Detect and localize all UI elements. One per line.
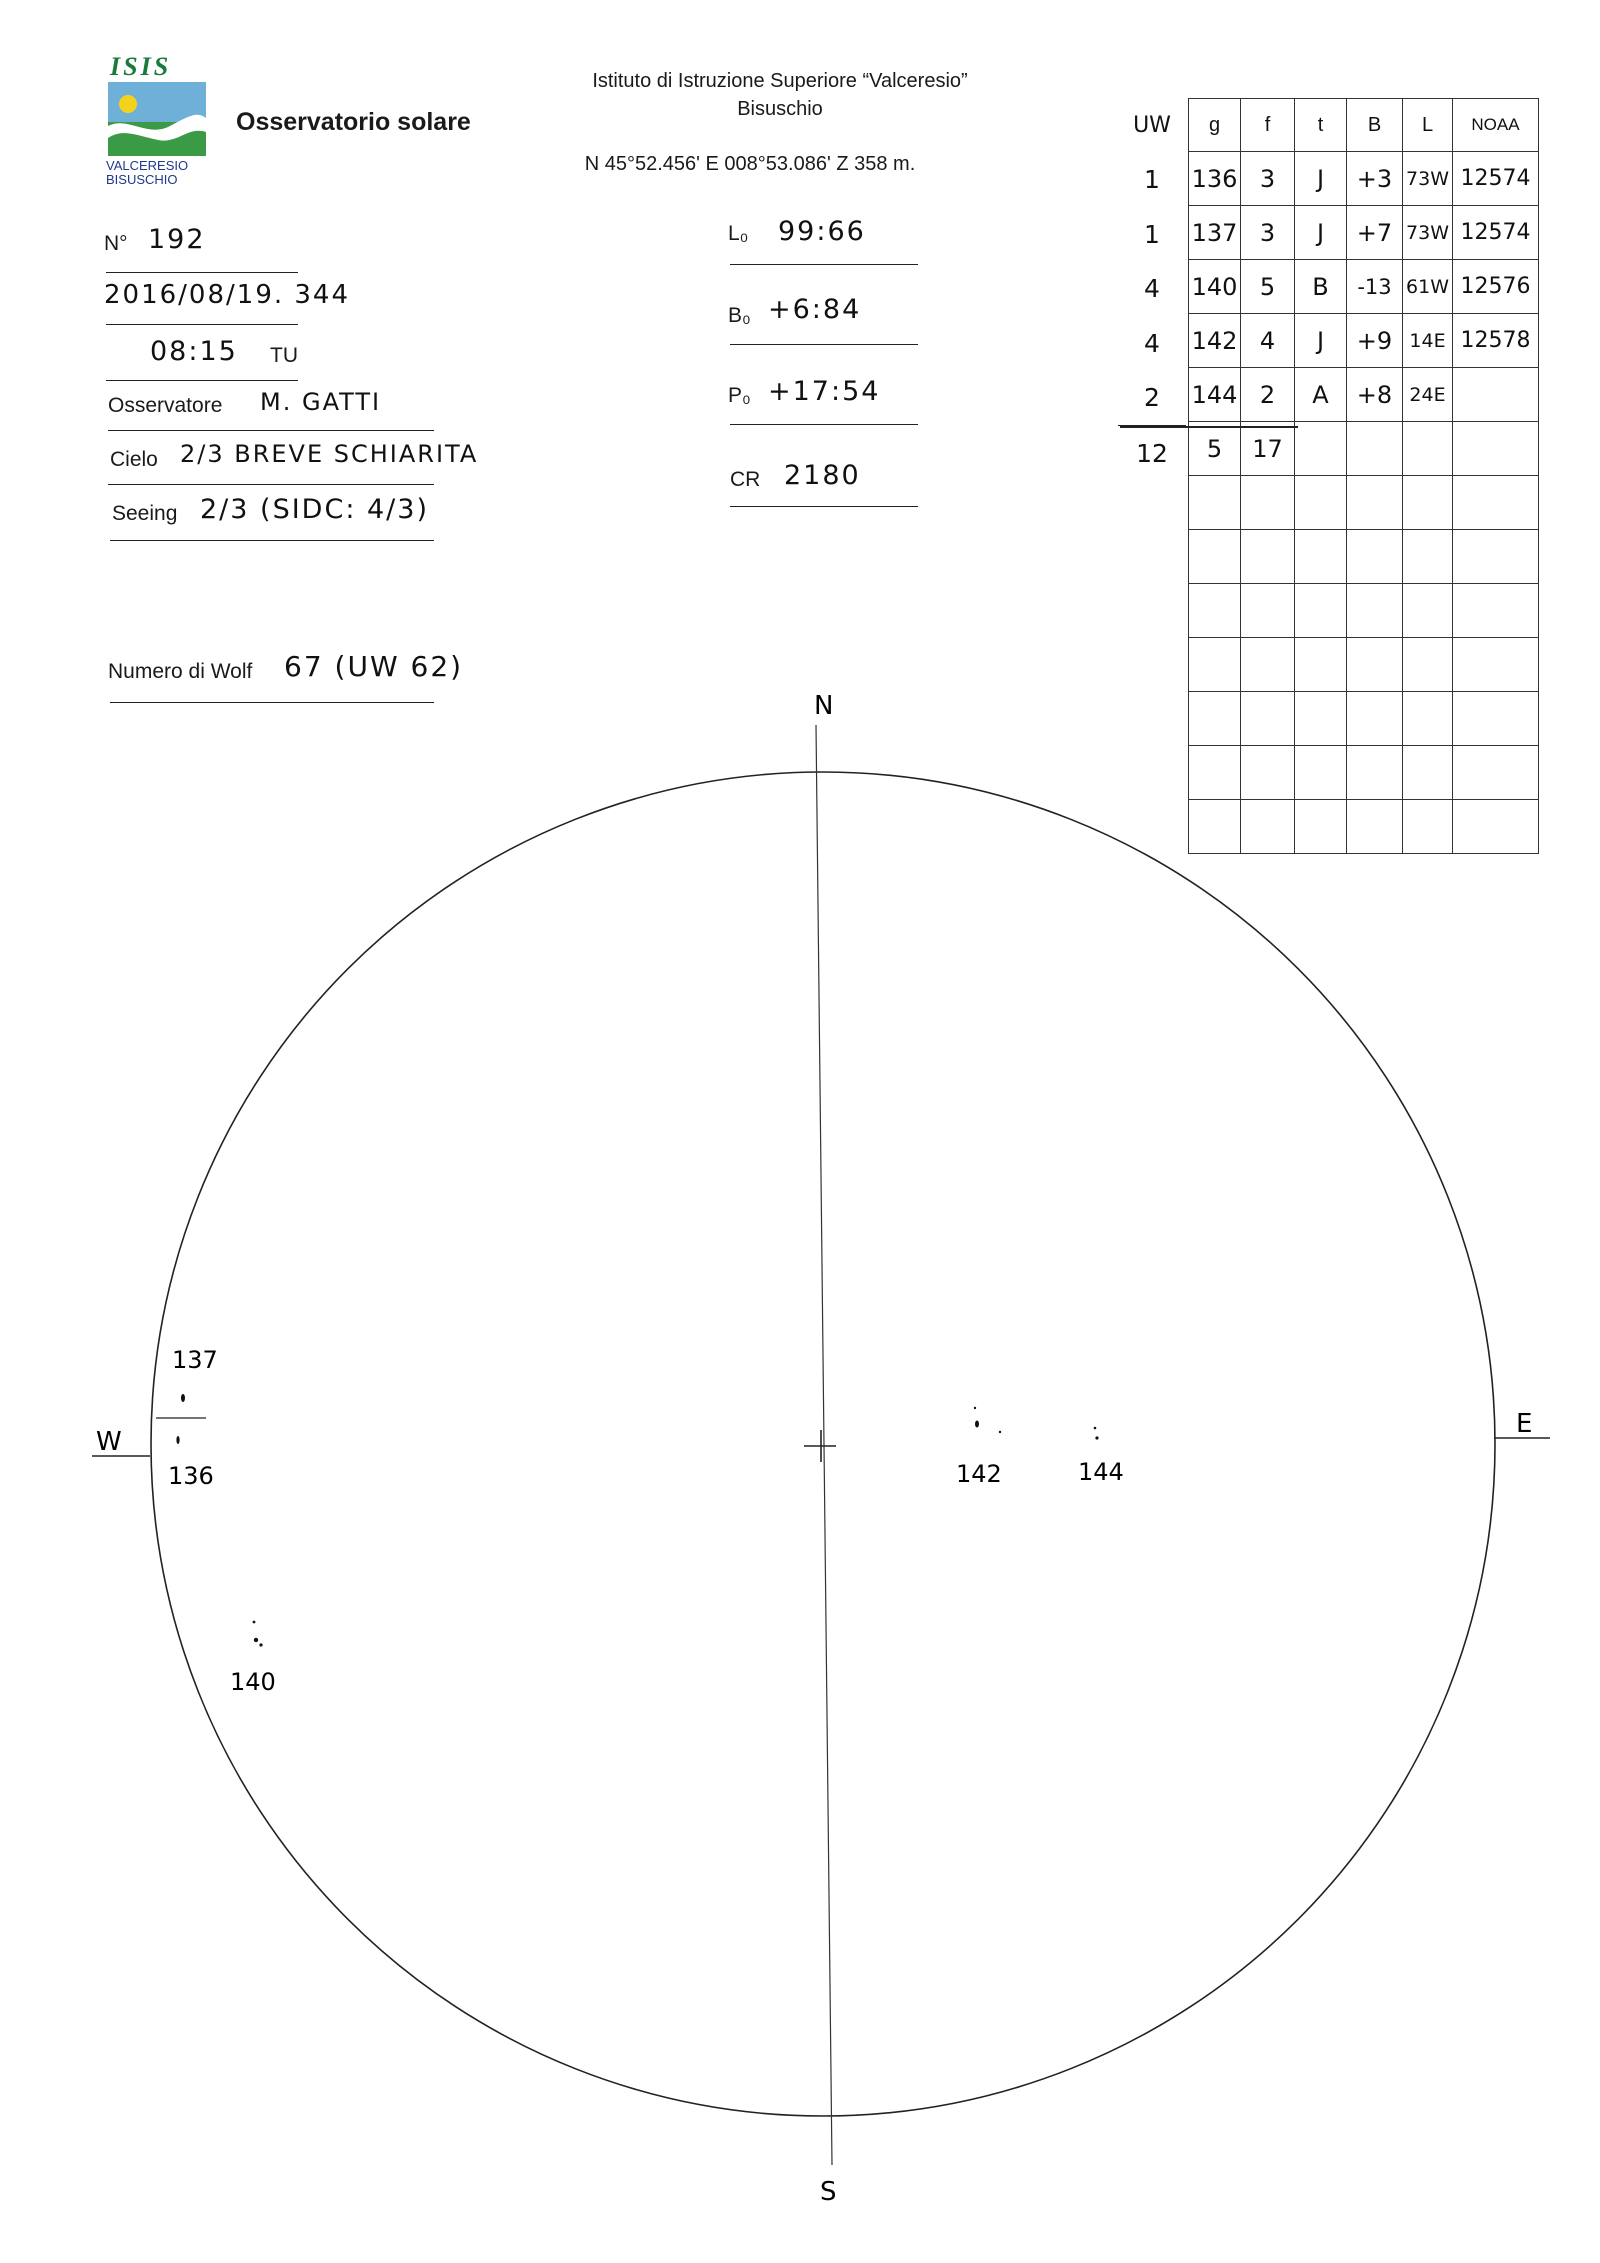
cell-l: 73W: [1403, 206, 1453, 260]
cell-l: 61W: [1403, 260, 1453, 314]
sunspot: [259, 1643, 262, 1646]
cr-label: CR: [730, 468, 761, 491]
l0-label: L₀: [728, 222, 749, 245]
time-unit: TU: [270, 344, 298, 367]
p0-label: P₀: [728, 384, 751, 407]
uw-value: 4: [1144, 328, 1160, 358]
column-header-f: f: [1241, 99, 1295, 152]
p0-value: +17:54: [768, 376, 881, 407]
cell-f: 4: [1241, 314, 1295, 368]
cell-b: +8: [1347, 368, 1403, 422]
total-f: 17: [1241, 422, 1295, 476]
observation-date: 2016/08/19. 344: [104, 280, 351, 310]
sunspot: [1095, 1436, 1098, 1439]
institute-town: Bisuschio: [737, 98, 823, 120]
cell-noaa: 12574: [1453, 152, 1539, 206]
seeing-value: 2/3 (SIDC: 4/3): [200, 494, 429, 525]
north-label: N: [814, 691, 834, 721]
wolf-label: Numero di Wolf: [108, 660, 253, 683]
sunspot: [176, 1436, 179, 1444]
cell-g: 142: [1189, 314, 1241, 368]
cell-f: 2: [1241, 368, 1295, 422]
uw-header: UW: [1133, 112, 1171, 138]
west-label: W: [96, 1427, 122, 1457]
uw-value: 1: [1144, 219, 1160, 249]
sunspot: [999, 1431, 1001, 1433]
observer-name: M. GATTI: [260, 388, 382, 416]
group-label: 140: [230, 1668, 276, 1696]
cell-t: J: [1295, 152, 1347, 206]
logo-wordmark: ISIS: [110, 52, 172, 81]
observatory-title: Osservatorio solare: [236, 108, 471, 136]
cell-l: 14E: [1403, 314, 1453, 368]
observation-time: 08:15: [150, 336, 238, 367]
uw-total: 12: [1118, 425, 1186, 481]
uw-value: 4: [1144, 274, 1160, 304]
cell-b: +9: [1347, 314, 1403, 368]
column-header-b: B: [1347, 99, 1403, 152]
b0-value: +6:84: [768, 294, 862, 325]
institute-name: Istituto di Istruzione Superiore “Valceresio”: [592, 70, 968, 92]
sunspot: [975, 1421, 979, 1428]
north-south-axis: [816, 725, 832, 2165]
solar-disk-outline: [151, 772, 1495, 2116]
cell-noaa: 12578: [1453, 314, 1539, 368]
cell-b: +7: [1347, 206, 1403, 260]
cell-noaa: 12576: [1453, 260, 1539, 314]
east-label: E: [1516, 1409, 1533, 1439]
logo-subtitle-line1: VALCERESIO: [106, 158, 189, 173]
l0-value: 99:66: [778, 216, 866, 247]
cell-l: 73W: [1403, 152, 1453, 206]
column-header-l: L: [1403, 99, 1453, 152]
cell-g: 144: [1189, 368, 1241, 422]
sunspot: [253, 1621, 256, 1624]
cell-g: 137: [1189, 206, 1241, 260]
cell-g: 136: [1189, 152, 1241, 206]
group-label: 142: [956, 1460, 1002, 1488]
sky-condition: 2/3 BREVE SCHIARITA: [180, 440, 479, 468]
cell-t: A: [1295, 368, 1347, 422]
observation-number: 192: [148, 224, 206, 255]
sunspot: [254, 1638, 258, 1642]
b0-label: B₀: [728, 304, 751, 327]
cell-f: 5: [1241, 260, 1295, 314]
cell-l: 24E: [1403, 368, 1453, 422]
column-header-noaa: NOAA: [1453, 99, 1539, 152]
station-coordinates: N 45°52.456' E 008°53.086' Z 358 m.: [584, 153, 916, 175]
cell-f: 3: [1241, 152, 1295, 206]
group-label: 137: [172, 1346, 218, 1374]
cell-t: J: [1295, 314, 1347, 368]
column-header-t: t: [1295, 99, 1347, 152]
cell-b: +3: [1347, 152, 1403, 206]
uw-value: 2: [1144, 383, 1160, 413]
column-header-g: g: [1189, 99, 1241, 152]
seeing-label: Seeing: [112, 502, 178, 525]
cell-noaa: 12574: [1453, 206, 1539, 260]
sunspot: [1094, 1427, 1097, 1430]
sunspot: [974, 1407, 976, 1409]
cell-t: B: [1295, 260, 1347, 314]
total-g: 5: [1189, 422, 1241, 476]
south-label: S: [820, 2177, 837, 2207]
wolf-number: 67 (UW 62): [284, 650, 464, 683]
observer-label: Osservatore: [108, 394, 223, 417]
cr-value: 2180: [784, 460, 861, 491]
cell-f: 3: [1241, 206, 1295, 260]
group-label: 144: [1078, 1458, 1124, 1486]
sunspot: [181, 1394, 185, 1402]
uw-value: 1: [1144, 165, 1160, 195]
group-label: 136: [168, 1462, 214, 1490]
cell-g: 140: [1189, 260, 1241, 314]
sky-label: Cielo: [110, 448, 158, 471]
logo-subtitle-line2: BISUSCHIO: [106, 172, 178, 187]
cell-b: -13: [1347, 260, 1403, 314]
cell-t: J: [1295, 206, 1347, 260]
number-label: N°: [104, 232, 128, 255]
